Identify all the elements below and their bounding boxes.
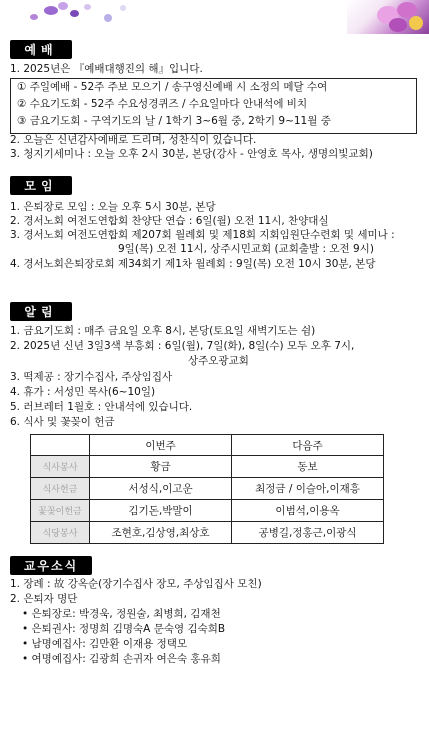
table-cell: 서성식,이고운 [90,478,232,500]
row-label: 식사봉사 [31,456,90,478]
section-header-meeting: 모임 [10,176,72,195]
notice-item: 상주오광교회 [188,355,249,367]
notice-item: 4. 휴가 : 서성민 목사(6~10일) [10,386,156,398]
retiree-list-item: • 여명예집사: 김광희 손귀자 여은숙 홍유희 [22,653,221,665]
table-cell: 동보 [232,456,384,478]
table-corner [31,435,90,456]
meeting-item: 9일(목) 오전 11시, 상주시민교회 (교회출발 : 오전 9시) [118,243,374,255]
meeting-item: 1. 은퇴장로 모임 : 오늘 오후 5시 30분, 본당 [10,201,216,213]
member-news-item: 1. 장례 : 故 강옥순(장기수집사 장모, 주상임집사 모친) [10,578,262,590]
row-label: 꽃꽂이헌금 [31,500,90,522]
section-header-member-news: 교우소식 [10,556,92,575]
worship-goals-box [10,78,417,134]
notice-item: 5. 러브레터 1월호 : 안내석에 있습니다. [10,401,193,413]
section-header-notices: 알림 [10,302,72,321]
table-cell: 황금 [90,456,232,478]
worship-item: 3. 청지기세미나 : 오늘 오후 2시 30분, 본당(강사 - 안영호 목사, 생명의빛교회) [10,148,373,160]
table-cell: 조현호,김상영,최상호 [90,522,232,544]
table-cell: 이범석,이용옥 [232,500,384,522]
section-header-worship: 예배 [10,40,72,59]
meal-offering-table [30,434,384,544]
table-cell: 김기돈,박말이 [90,500,232,522]
worship-item: 1. 2025년은 『예배대행진의 해』입니다. [10,63,203,75]
table-header-row [31,435,384,456]
worship-goal-item: ③ 금요기도회 - 구역기도의 날 / 1학기 3~6월 중, 2학기 9~11월 중 [17,115,331,127]
meeting-item: 4. 경서노회은퇴장로회 제34회기 제1차 월례회 : 9일(목) 오전 10시 30분, 본당 [10,258,376,270]
table-row [31,522,384,544]
column-header: 이번주 [90,435,232,456]
worship-goal-item: ② 수요기도회 - 52주 수요성경퀴즈 / 수요일마다 안내석에 비치 [17,98,308,110]
meeting-item: 3. 경서노회 여전도연합회 제207회 월례회 및 제18회 지회임원단수련회 및 세미나 : [10,229,395,241]
table-cell: 최정금 / 이슬아,이재흥 [232,478,384,500]
column-header: 다음주 [232,435,384,456]
notice-item: 3. 떡제공 : 장기수집사, 주상임집사 [10,371,173,383]
retiree-list-item: • 은퇴장로: 박경욱, 정원술, 최병희, 김재천 [22,608,221,620]
table-cell: 공병길,정홍근,이광식 [232,522,384,544]
table-row [31,456,384,478]
worship-item: 2. 오늘은 신년감사예배로 드리며, 성찬식이 있습니다. [10,134,257,146]
meeting-item: 2. 경서노회 여전도연합회 찬양단 연습 : 6일(월) 오전 11시, 찬양대실 [10,215,329,227]
row-label: 식사헌금 [31,478,90,500]
notice-item: 6. 식사 및 꽃꽂이 헌금 [10,416,115,428]
row-label: 식당봉사 [31,522,90,544]
retiree-list-item: • 남명예집사: 김만환 이재용 정택모 [22,638,188,650]
table-row [31,500,384,522]
notice-item: 2. 2025년 신년 3일3색 부흥회 : 6일(월), 7일(화), 8일(수) 모두 오후 7시, [10,340,355,352]
member-news-item: 2. 은퇴자 명단 [10,593,78,605]
flower-decoration-left [0,0,135,32]
worship-goal-item: ① 주일예배 - 52주 주보 모으기 / 송구영신예배 시 소정의 메달 수여 [17,81,328,93]
table-row [31,478,384,500]
notice-item: 1. 금요기도회 : 매주 금요일 오후 8시, 본당(토요일 새벽기도는 쉼) [10,325,316,337]
retiree-list-item: • 은퇴권사: 정명희 김명숙A 문숙영 김숙희B [22,623,226,635]
flower-decoration-right [347,0,429,34]
